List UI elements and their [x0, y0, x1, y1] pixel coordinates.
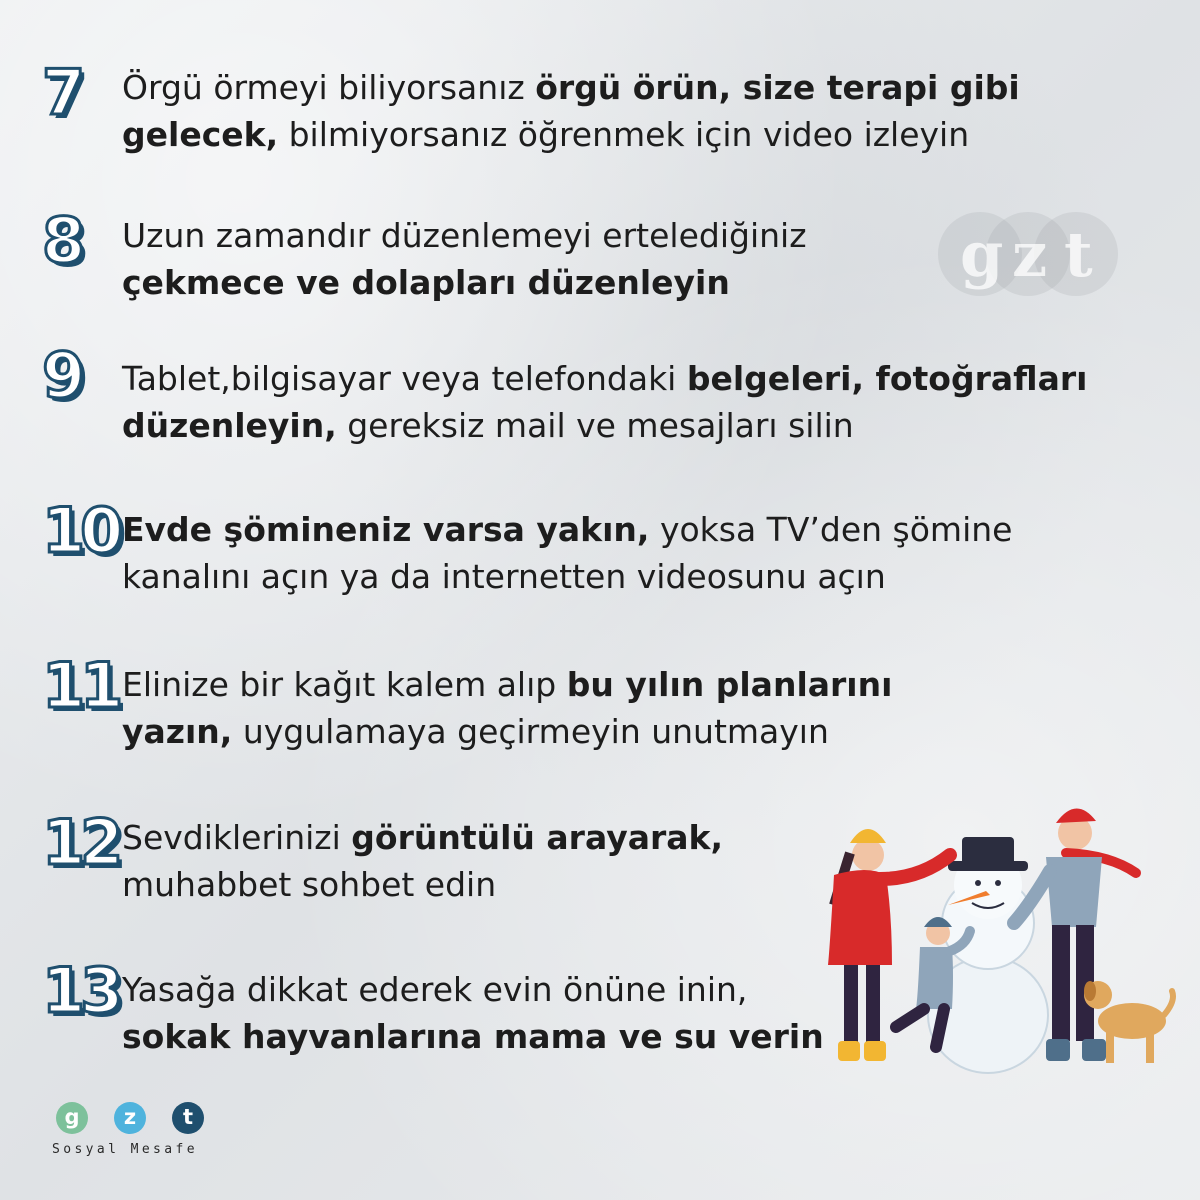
text-run: kanalını açın ya da internetten videosunu açın — [122, 557, 886, 596]
text-run: yoksa TV’den şömine — [649, 510, 1013, 549]
item-text — [122, 355, 1102, 449]
watermark-letter-g: g — [960, 218, 1004, 291]
bold-text-run: belgeleri, fotoğrafları — [686, 359, 1088, 398]
text-run: Elinize bir kağıt kalem alıp — [122, 665, 567, 704]
logo-letter-g: g — [56, 1102, 88, 1134]
text-run: uygulamaya geçirmeyin unutmayın — [232, 712, 829, 751]
bold-text-run: gelecek, — [122, 115, 279, 154]
item-text — [122, 212, 1102, 306]
text-run: bilmiyorsanız öğrenmek için video izleyin — [278, 115, 970, 154]
item-text — [122, 64, 1102, 158]
item-number: 13 — [42, 954, 119, 1027]
item-number: 7 — [42, 56, 81, 129]
logo-letter-z: z — [114, 1102, 146, 1134]
watermark-letter-t: t — [1064, 218, 1093, 291]
logo-letter-t: t — [172, 1102, 204, 1134]
text-run: gereksiz mail ve mesajları silin — [336, 406, 854, 445]
text-run: muhabbet sohbet edin — [122, 865, 497, 904]
family-snowman-illustration — [820, 795, 1180, 1085]
item-number: 9 — [42, 339, 81, 412]
bold-text-run: çekmece ve dolapları düzenleyin — [122, 263, 730, 302]
gzt-logo — [52, 1102, 222, 1162]
bold-text-run: sokak hayvanlarına mama ve su verin — [122, 1017, 824, 1056]
text-run: Tablet,bilgisayar veya telefondaki — [122, 359, 687, 398]
item-number: 12 — [42, 806, 119, 879]
text-run: Örgü örmeyi biliyorsanız — [122, 68, 536, 107]
text-run: Uzun zamandır düzenlemeyi ertelediğiniz — [122, 216, 807, 255]
bold-text-run: görüntülü arayarak, — [351, 818, 723, 857]
logo-caption: Sosyal Mesafe — [52, 1142, 198, 1157]
item-number: 8 — [42, 204, 81, 277]
text-run: Sevdiklerinizi — [122, 818, 352, 857]
bold-text-run: yazın, — [122, 712, 233, 751]
item-text — [122, 506, 1102, 600]
text-run: Yasağa dikkat ederek evin önüne inin, — [122, 970, 748, 1009]
watermark-letter-z: z — [1012, 218, 1048, 291]
item-text — [122, 661, 1102, 755]
item-number: 10 — [42, 494, 119, 567]
bold-text-run: düzenleyin, — [122, 406, 337, 445]
bold-text-run: Evde şömineniz varsa yakın, — [122, 510, 650, 549]
item-number: 11 — [42, 649, 119, 722]
bold-text-run: örgü örün, size terapi gibi — [535, 68, 1020, 107]
bold-text-run: bu yılın planlarını — [566, 665, 893, 704]
